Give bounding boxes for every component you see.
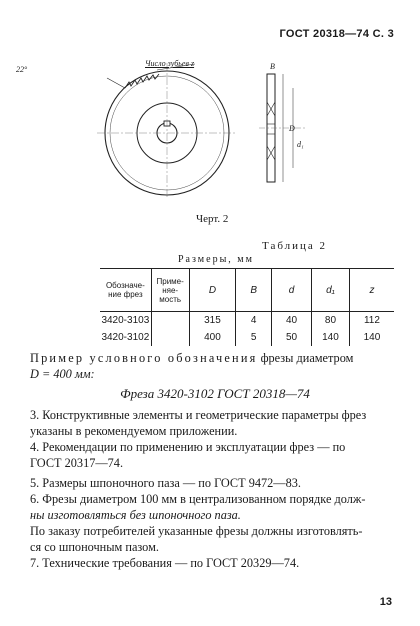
cutter-side-section — [255, 66, 315, 191]
cell-D: 315 — [189, 312, 236, 330]
paragraph-5: 5. Размеры шпоночного паза — по ГОСТ 9472—83. — [30, 476, 301, 490]
angle-label: 22° — [16, 65, 28, 74]
cell-z: 140 — [349, 329, 394, 346]
page-number: 13 — [379, 596, 392, 608]
paragraph-3-line1: 3. Конструктивные элементы и геометрические параметры фрез — [30, 408, 367, 422]
dim-B-label: B — [270, 62, 275, 71]
page-header: ГОСТ 20318—74 С. 3 — [279, 28, 394, 40]
paragraph-order-line2: ся со шпоночным пазом. — [30, 540, 159, 554]
dim-D-label: D — [289, 124, 295, 133]
designation-example: Фреза 3420-3102 ГОСТ 20318—74 — [120, 386, 310, 401]
cell-applicability — [151, 312, 189, 330]
col-d-header: d — [271, 269, 311, 312]
table-title: Таблица 2 — [262, 240, 328, 252]
table-subtitle: Размеры, мм — [178, 254, 254, 265]
cutter-front-view — [95, 48, 235, 198]
table-row — [100, 329, 394, 346]
paragraph-6-line1: 6. Фрезы диаметром 100 мм в централизованном порядке долж- — [30, 492, 366, 506]
dimensions-table — [100, 268, 394, 346]
table-row — [100, 312, 394, 330]
cell-d1: 80 — [312, 312, 350, 330]
cell-D: 400 — [189, 329, 236, 346]
cell-d1: 140 — [312, 329, 350, 346]
col-applicability-header: Приме-няе-мость — [151, 269, 189, 312]
col-z-header: z — [349, 269, 394, 312]
example-intro-line2: D = 400 мм: — [30, 367, 95, 381]
col-designation-header: Обозначе-ние фрез — [105, 281, 145, 299]
cell-d: 50 — [271, 329, 311, 346]
cell-designation: 3420-3103 — [101, 315, 150, 326]
paragraph-4-line2: ГОСТ 20317—74. — [30, 456, 124, 470]
paragraph-7: 7. Технические требования — по ГОСТ 20329—74. — [30, 556, 300, 570]
dim-d1-label: d₁ — [297, 140, 304, 149]
col-D-header: D — [189, 269, 236, 312]
cell-B: 4 — [236, 312, 272, 330]
example-intro-rest: фрезы диаметром — [260, 351, 354, 365]
paragraph-4-line1: 4. Рекомендации по применению и эксплуатации фрез — по — [30, 440, 346, 454]
cell-B: 5 — [236, 329, 272, 346]
cell-designation: 3420-3102 — [101, 332, 150, 343]
col-B-header: B — [236, 269, 272, 312]
cell-d: 40 — [271, 312, 311, 330]
example-intro-spaced: Пример условного обозначения — [30, 351, 258, 365]
paragraph-6-line2: ны изготовляться без шпоночного паза. — [30, 508, 241, 522]
col-d1-header: d₁ — [312, 269, 350, 312]
paragraph-order-line1: По заказу потребителей указанные фрезы должны изготовлять- — [30, 524, 363, 538]
cell-z: 112 — [349, 312, 394, 330]
figure-caption: Черт. 2 — [196, 213, 229, 225]
table-header-row — [100, 269, 394, 312]
paragraph-3-line2: указаны в рекомендуемом приложении. — [30, 424, 238, 438]
cell-applicability — [151, 329, 189, 346]
teeth-callout-label: Число зубьев z — [145, 59, 195, 68]
